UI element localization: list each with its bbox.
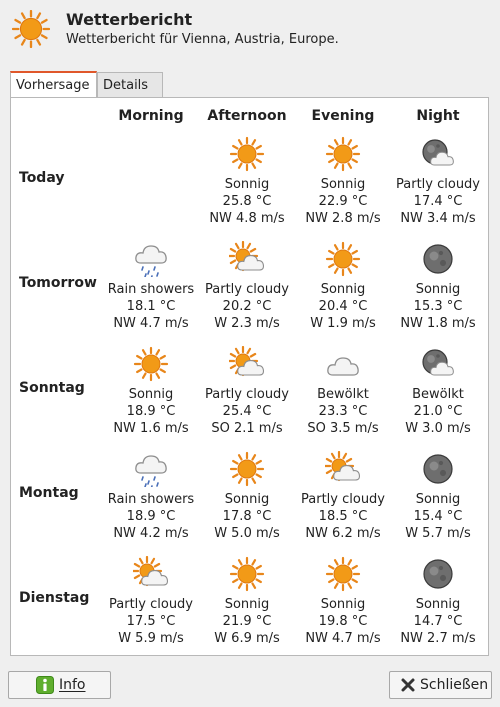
- forecast-wind: NW 4.7 m/s: [305, 631, 381, 646]
- info-icon: [36, 676, 54, 694]
- forecast-temp: 20.2 °C: [222, 299, 272, 314]
- forecast-wind: W 3.0 m/s: [405, 421, 471, 436]
- forecast-cell: [103, 556, 199, 656]
- forecast-temp: 23.3 °C: [318, 404, 368, 419]
- weather-moon-icon: [420, 556, 456, 592]
- forecast-temp: 19.8 °C: [318, 614, 368, 629]
- forecast-wind: W 1.9 m/s: [310, 316, 376, 331]
- info-button[interactable]: [8, 671, 111, 699]
- forecast-cell: [199, 556, 295, 656]
- forecast-condition: Bewölkt: [317, 387, 369, 402]
- forecast-condition: Rain showers: [107, 282, 195, 297]
- column-header-night: Night: [416, 108, 460, 124]
- forecast-cell: [199, 451, 295, 551]
- row-label: Sonntag: [19, 380, 85, 396]
- forecast-condition: Sonnig: [128, 387, 174, 402]
- forecast-cell: [103, 241, 199, 341]
- weather-rain-icon: [133, 241, 169, 277]
- header: [0, 0, 500, 62]
- forecast-cell: [103, 346, 199, 446]
- column-header-evening: Evening: [311, 108, 375, 124]
- forecast-cell: [295, 241, 391, 341]
- row-label: Montag: [19, 485, 79, 501]
- weather-sun-icon: [133, 346, 169, 382]
- forecast-wind: SO 2.1 m/s: [211, 421, 283, 436]
- forecast-wind: NW 1.8 m/s: [400, 316, 476, 331]
- forecast-temp: 15.4 °C: [413, 509, 463, 524]
- forecast-condition: Partly cloudy: [205, 282, 289, 297]
- forecast-condition: Sonnig: [320, 597, 366, 612]
- weather-rain-icon: [133, 451, 169, 487]
- page-subtitle: Wetterbericht für Vienna, Austria, Europe.: [66, 32, 339, 47]
- weather-sun-icon: [229, 451, 265, 487]
- forecast-temp: 25.4 °C: [222, 404, 272, 419]
- forecast-temp: 20.4 °C: [318, 299, 368, 314]
- weather-moon-cloud-icon: [420, 346, 456, 382]
- forecast-temp: 15.3 °C: [413, 299, 463, 314]
- weather-moon-icon: [420, 241, 456, 277]
- forecast-cell: [390, 556, 486, 656]
- tab-forecast[interactable]: Vorhersage: [10, 71, 97, 99]
- forecast-condition: Sonnig: [224, 177, 270, 192]
- forecast-wind: NW 4.2 m/s: [113, 526, 189, 541]
- forecast-condition: Sonnig: [415, 282, 461, 297]
- forecast-wind: NW 4.7 m/s: [113, 316, 189, 331]
- forecast-temp: 21.9 °C: [222, 614, 272, 629]
- forecast-condition: Partly cloudy: [301, 492, 385, 507]
- forecast-temp: 14.7 °C: [413, 614, 463, 629]
- forecast-condition: Bewölkt: [412, 387, 464, 402]
- forecast-condition: Partly cloudy: [109, 597, 193, 612]
- forecast-condition: Partly cloudy: [205, 387, 289, 402]
- close-icon: [400, 677, 416, 693]
- forecast-wind: NW 3.4 m/s: [400, 211, 476, 226]
- forecast-condition: Sonnig: [224, 597, 270, 612]
- forecast-wind: W 6.9 m/s: [214, 631, 280, 646]
- forecast-temp: 18.1 °C: [126, 299, 176, 314]
- forecast-condition: Sonnig: [320, 177, 366, 192]
- weather-sun-cloud-icon: [229, 241, 265, 277]
- weather-sun-cloud-icon: [229, 346, 265, 382]
- tab-details[interactable]: Details: [97, 72, 163, 98]
- weather-moon-icon: [420, 451, 456, 487]
- close-button-label: Schließen: [420, 677, 489, 693]
- forecast-condition: Partly cloudy: [396, 177, 480, 192]
- forecast-temp: 18.9 °C: [126, 404, 176, 419]
- forecast-temp: 21.0 °C: [413, 404, 463, 419]
- column-header-afternoon: Afternoon: [207, 108, 287, 124]
- forecast-wind: NW 1.6 m/s: [113, 421, 189, 436]
- info-button-label: Info: [59, 677, 86, 693]
- forecast-wind: SO 3.5 m/s: [307, 421, 379, 436]
- forecast-cell: [390, 241, 486, 341]
- forecast-cell: [295, 346, 391, 446]
- forecast-cell: [295, 136, 391, 236]
- column-header-morning: Morning: [118, 108, 184, 124]
- forecast-temp: 22.9 °C: [318, 194, 368, 209]
- forecast-temp: 17.4 °C: [413, 194, 463, 209]
- weather-sun-icon: [325, 556, 361, 592]
- forecast-cell: [390, 451, 486, 551]
- row-label: Dienstag: [19, 590, 90, 606]
- forecast-cell: [390, 346, 486, 446]
- forecast-condition: Sonnig: [224, 492, 270, 507]
- forecast-wind: NW 2.7 m/s: [400, 631, 476, 646]
- forecast-condition: Sonnig: [415, 597, 461, 612]
- forecast-wind: W 5.9 m/s: [118, 631, 184, 646]
- forecast-wind: W 5.0 m/s: [214, 526, 280, 541]
- forecast-cell: [199, 136, 295, 236]
- forecast-wind: W 5.7 m/s: [405, 526, 471, 541]
- forecast-condition: Sonnig: [415, 492, 461, 507]
- weather-sun-icon: [229, 556, 265, 592]
- page-title: Wetterbericht: [66, 10, 193, 29]
- forecast-temp: 18.5 °C: [318, 509, 368, 524]
- weather-sun-cloud-icon: [133, 556, 169, 592]
- forecast-cell: [295, 556, 391, 656]
- weather-sun-icon: [229, 136, 265, 172]
- weather-sun-icon: [325, 241, 361, 277]
- forecast-cell: [390, 136, 486, 236]
- close-button[interactable]: [389, 671, 492, 699]
- forecast-wind: NW 2.8 m/s: [305, 211, 381, 226]
- row-label: Tomorrow: [19, 275, 97, 291]
- forecast-cell: [295, 451, 391, 551]
- forecast-condition: Rain showers: [107, 492, 195, 507]
- forecast-panel: [10, 97, 489, 656]
- forecast-cell: [199, 346, 295, 446]
- forecast-wind: W 2.3 m/s: [214, 316, 280, 331]
- forecast-temp: 17.8 °C: [222, 509, 272, 524]
- sun-icon: [12, 10, 50, 48]
- forecast-temp: 17.5 °C: [126, 614, 176, 629]
- weather-sun-icon: [325, 136, 361, 172]
- forecast-cell: [103, 451, 199, 551]
- weather-moon-cloud-icon: [420, 136, 456, 172]
- row-label: Today: [19, 170, 65, 186]
- forecast-cell: [199, 241, 295, 341]
- forecast-wind: NW 4.8 m/s: [209, 211, 285, 226]
- forecast-condition: Sonnig: [320, 282, 366, 297]
- forecast-temp: 25.8 °C: [222, 194, 272, 209]
- forecast-temp: 18.9 °C: [126, 509, 176, 524]
- forecast-wind: NW 6.2 m/s: [305, 526, 381, 541]
- weather-sun-cloud-icon: [325, 451, 361, 487]
- weather-cloud-icon: [325, 346, 361, 382]
